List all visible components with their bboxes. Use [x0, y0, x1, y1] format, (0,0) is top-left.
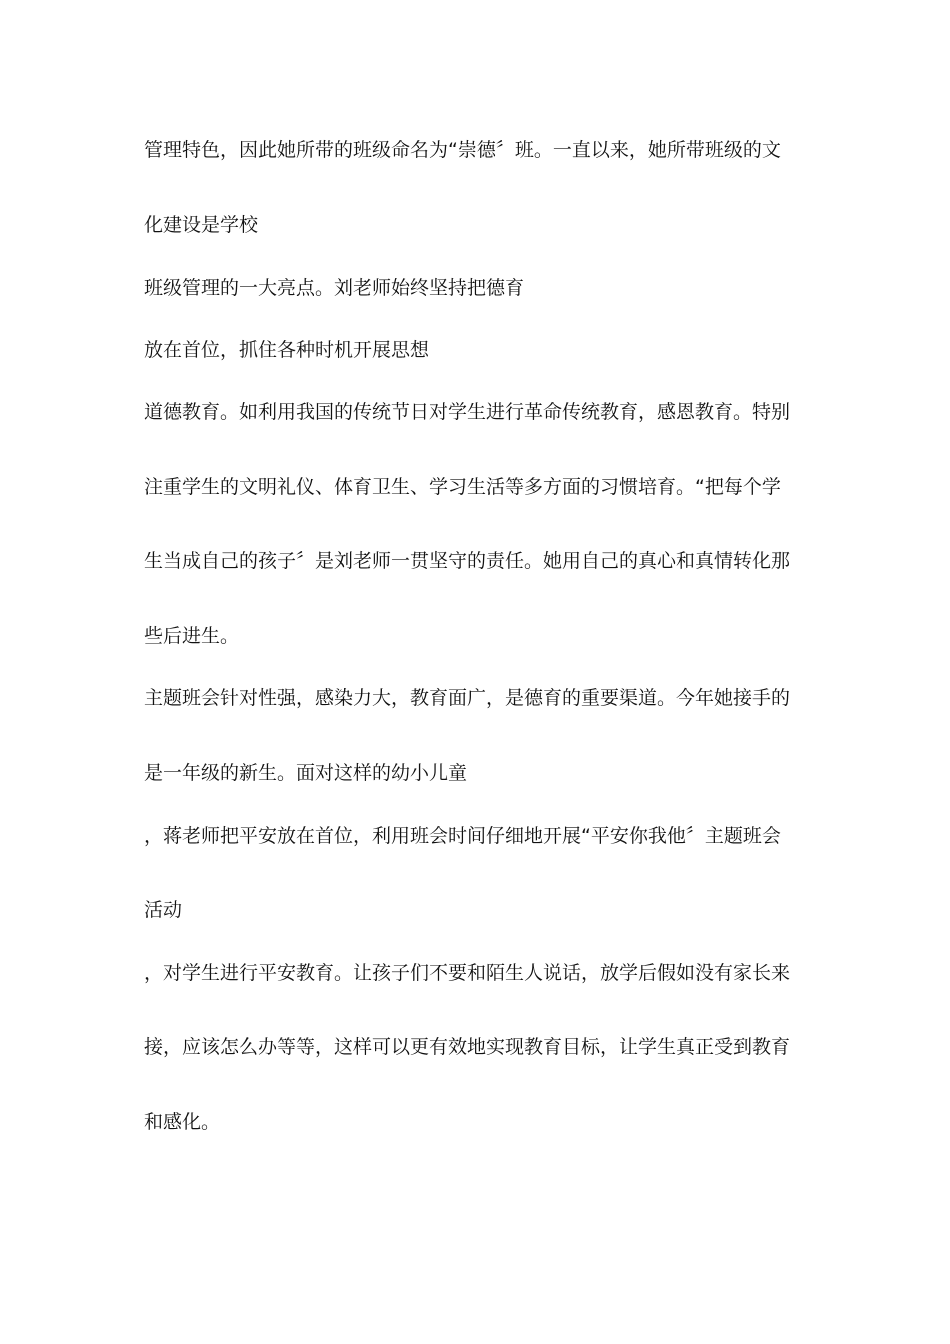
text-line: 活动 — [144, 899, 183, 921]
text-line: 管理特色，因此她所带的班级命名为“崇德〞班。一直以来，她所带班级的文 — [144, 139, 781, 161]
text-line: 道德教育。如利用我国的传统节日对学生进行革命传统教育，感恩教育。特别 — [144, 401, 791, 423]
text-line: ，对学生进行平安教育。让孩子们不要和陌生人说话，放学后假如没有家长来 — [144, 962, 791, 984]
text-line: 化建设是学校 — [144, 214, 259, 236]
text-line: 接，应该怎么办等等，这样可以更有效地实现教育目标，让学生真正受到教育 — [144, 1036, 791, 1058]
text-line: 主题班会针对性强，感染力大，教育面广，是德育的重要渠道。今年她接手的 — [144, 687, 791, 709]
text-line: 些后进生。 — [144, 625, 240, 647]
text-line: 生当成自己的孩子〞是刘老师一贯坚守的责任。她用自己的真心和真情转化那 — [144, 550, 791, 572]
text-line: ，蒋老师把平安放在首位，利用班会时间仔细地开展“平安你我他〞主题班会 — [144, 825, 781, 847]
text-line: 班级管理的一大亮点。刘老师始终坚持把德育 — [144, 277, 525, 299]
text-line: 是一年级的新生。面对这样的幼小儿童 — [144, 762, 468, 784]
text-line: 注重学生的文明礼仪、体育卫生、学习生活等多方面的习惯培育。“把每个学 — [144, 476, 781, 498]
text-line: 放在首位，抓住各种时机开展思想 — [144, 339, 430, 361]
text-line: 和感化。 — [144, 1111, 221, 1133]
